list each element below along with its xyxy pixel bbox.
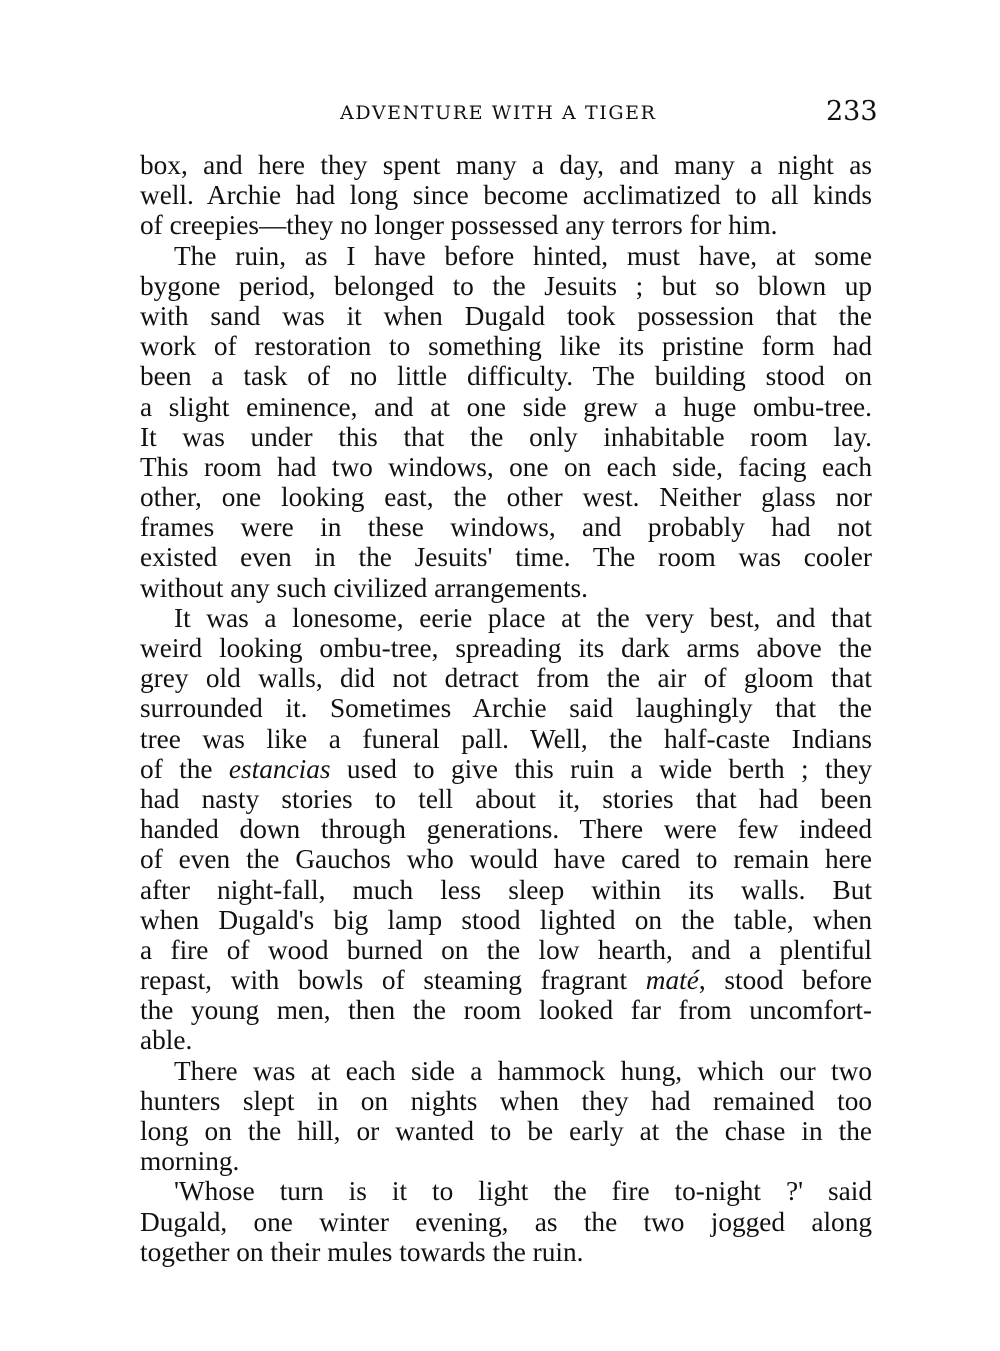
text-line: repast, with bowls of steaming fragrant maté, stood before bbox=[140, 965, 872, 996]
text-line: been a task of no little difficulty. The building stood on bbox=[140, 361, 872, 392]
text-line: when Dugald's big lamp stood lighted on the table, when bbox=[140, 904, 872, 935]
text-line: 'Whose turn is it to light the fire to-night ?' said bbox=[174, 1176, 872, 1207]
text-line: long on the hill, or wanted to be early at the chase in the bbox=[140, 1116, 872, 1146]
text-line: surrounded it. Sometimes Archie said laughingly that the bbox=[140, 693, 872, 724]
text-line: a slight eminence, and at one side grew a huge ombu-tree. bbox=[140, 391, 872, 422]
text-line: with sand was it when Dugald took possession that the bbox=[140, 300, 872, 331]
text-line: tree was like a funeral pall. Well, the half-caste Indians bbox=[140, 723, 872, 754]
text-line: frames were in these windows, and probably had not bbox=[140, 512, 872, 543]
text-line: This room had two windows, one on each side, facing each bbox=[140, 451, 872, 482]
italic-word: maté bbox=[645, 965, 699, 996]
text-line: together on their mules towards the ruin. bbox=[140, 1236, 584, 1267]
text-line: well. Archie had long since become acclimatized to all kinds bbox=[140, 180, 872, 211]
text-line: a fire of wood burned on the low hearth, and a plentiful bbox=[140, 934, 872, 965]
page-number: 233 bbox=[826, 96, 878, 127]
text-line: of creepies—they no longer possessed any terrors for him. bbox=[140, 210, 778, 241]
text-line: The ruin, as I have before hinted, must have, at some bbox=[174, 240, 872, 271]
text-line: had nasty stories to tell about it, stories that had been bbox=[140, 783, 872, 814]
text-line: other, one looking east, the other west. Neither glass nor bbox=[140, 482, 872, 513]
text-line: hunters slept in on nights when they had remained too bbox=[140, 1085, 872, 1116]
body-text bbox=[140, 150, 872, 1267]
text-line: It was a lonesome, eerie place at the very best, and that bbox=[174, 602, 872, 633]
text-line: able. bbox=[140, 1025, 193, 1056]
text-line: grey old walls, did not detract from the air of gloom that bbox=[140, 663, 872, 694]
text-line: It was under this that the only inhabitable room lay. bbox=[140, 421, 872, 452]
text-line: without any such civilized arrangements. bbox=[140, 572, 588, 603]
text-line: after night-fall, much less sleep within its walls. But bbox=[140, 874, 872, 905]
text-line: morning. bbox=[140, 1146, 240, 1177]
text-line: There was at each side a hammock hung, which our two bbox=[174, 1055, 872, 1086]
text-line: existed even in the Jesuits' time. The room was cooler bbox=[140, 542, 872, 573]
text-line: weird looking ombu-tree, spreading its dark arms above the bbox=[140, 633, 872, 663]
text-line: Dugald, one winter evening, as the two jogged along bbox=[140, 1206, 872, 1237]
text-line: handed down through generations. There were few indeed bbox=[140, 814, 872, 845]
text-line: bygone period, belonged to the Jesuits ; but so blown up bbox=[140, 270, 872, 301]
running-title: ADVENTURE WITH A TIGER bbox=[340, 102, 657, 124]
text-line: of even the Gauchos who would have cared to remain here bbox=[140, 844, 872, 875]
text-line: box, and here they spent many a day, and many a night as bbox=[140, 150, 872, 180]
text-line: of the estancias used to give this ruin a wide berth ; they bbox=[140, 753, 872, 784]
text-line: the young men, then the room looked far from uncomfort- bbox=[140, 995, 872, 1026]
text-line: work of restoration to something like its pristine form had bbox=[140, 331, 872, 362]
italic-word: estancias bbox=[228, 753, 331, 784]
